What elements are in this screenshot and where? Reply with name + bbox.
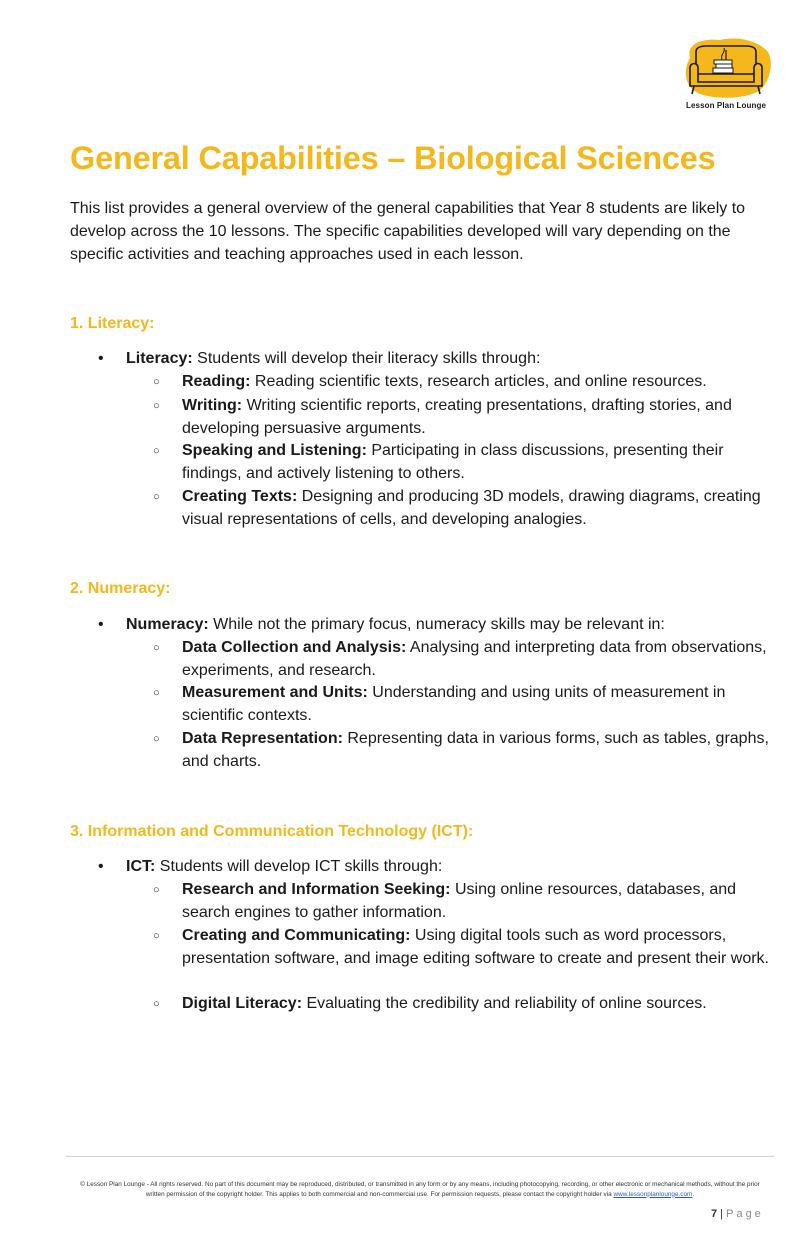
page-label: Page	[726, 1208, 764, 1220]
bullet-literacy	[98, 347, 541, 370]
list-item	[153, 439, 782, 485]
footer-copyright	[70, 1180, 770, 1199]
intro-paragraph: This list provides a general overview of the general capabilities that Year 8 students are likely to develop across the 10 lessons. The specific capabilities developed will vary depending on the specific activities and teaching approaches used in each lesson.	[70, 200, 746, 263]
bullet-label: Literacy:	[126, 350, 193, 367]
page-number-value: 7	[711, 1208, 718, 1220]
logo	[676, 38, 776, 118]
circle-bullet-icon: ○	[153, 400, 160, 412]
item-label: Writing:	[182, 397, 243, 414]
list-item	[153, 370, 782, 393]
item-label: Research and Information Seeking:	[182, 881, 451, 898]
item-text: Writing scientific reports, creating presentations, drafting stories, and developing persuasive arguments.	[182, 397, 732, 437]
list-item	[153, 485, 782, 531]
circle-bullet-icon: ○	[153, 687, 160, 699]
list-item	[153, 924, 782, 970]
item-text: Designing and producing 3D models, drawing diagrams, creating visual representations of cells, and developing analogies.	[182, 488, 761, 528]
section-heading-numeracy: 2. Numeracy:	[70, 580, 171, 597]
copyright-text: © Lesson Plan Lounge - All rights reserved. No part of this document may be reproduced, distributed, or transmitted in any form or by any means, including photocopying, recording, or other electronic or mechanical methods, without the prior written permission of the copyright holder. This applies to both commercial and non-commercial use. For permission requests, please contact the copyright holder via	[80, 1181, 760, 1198]
bullet-text: Students will develop their literacy skills through:	[192, 350, 541, 367]
circle-bullet-icon: ○	[153, 998, 160, 1010]
list-item	[153, 394, 782, 440]
page-number	[711, 1208, 764, 1220]
bullet-text: Students will develop ICT skills through:	[155, 858, 443, 875]
circle-bullet-icon: ○	[153, 376, 160, 388]
circle-bullet-icon: ○	[153, 930, 160, 942]
item-text: Representing data in various forms, such as tables, graphs, and charts.	[182, 730, 769, 770]
circle-bullet-icon: ○	[153, 445, 160, 457]
item-label: Creating Texts:	[182, 488, 298, 505]
list-item	[153, 878, 782, 924]
item-label: Reading:	[182, 373, 251, 390]
bullet-icon: •	[98, 858, 104, 875]
item-text: Reading scientific texts, research articles, and online resources.	[250, 373, 707, 390]
circle-bullet-icon: ○	[153, 733, 160, 745]
page-title: General Capabilities – Biological Sciences	[70, 140, 716, 176]
page-separator: |	[717, 1208, 727, 1220]
bullet-icon: •	[98, 616, 104, 633]
item-text: Participating in class discussions, presenting their findings, and actively listening to others.	[182, 442, 724, 482]
logo-text: Lesson Plan Lounge	[685, 101, 767, 110]
item-label: Data Representation:	[182, 730, 343, 747]
item-label: Measurement and Units:	[182, 684, 368, 701]
footer-divider	[66, 1156, 774, 1157]
bullet-label: ICT:	[126, 858, 156, 875]
item-label: Data Collection and Analysis:	[182, 639, 407, 656]
bullet-ict	[98, 855, 443, 878]
item-text: Understanding and using units of measurement in scientific contexts.	[182, 684, 726, 724]
bullet-label: Numeracy:	[126, 616, 209, 633]
link-suffix: .	[692, 1190, 695, 1198]
list-item	[153, 681, 782, 727]
sofa-logo-icon	[680, 38, 772, 100]
item-label: Speaking and Listening:	[182, 442, 367, 459]
list-item	[153, 636, 782, 682]
list-item	[153, 727, 782, 773]
section-heading-ict: 3. Information and Communication Technology (ICT):	[70, 823, 474, 840]
item-text: Analysing and interpreting data from observations, experiments, and research.	[182, 639, 767, 679]
list-item	[153, 992, 782, 1015]
item-label: Digital Literacy:	[182, 995, 303, 1012]
circle-bullet-icon: ○	[153, 642, 160, 654]
circle-bullet-icon: ○	[153, 884, 160, 896]
item-text: Evaluating the credibility and reliability of online sources.	[302, 995, 707, 1012]
bullet-numeracy	[98, 613, 665, 636]
circle-bullet-icon: ○	[153, 491, 160, 503]
item-label: Creating and Communicating:	[182, 927, 411, 944]
section-heading-literacy: 1. Literacy:	[70, 315, 155, 332]
item-text: Using digital tools such as word processors, presentation software, and image editing software to create and present their work.	[182, 927, 769, 967]
item-text: Using online resources, databases, and search engines to gather information.	[182, 881, 737, 921]
bullet-text: While not the primary focus, numeracy skills may be relevant in:	[208, 616, 665, 633]
website-link[interactable]: www.lessonplanlounge.com	[613, 1190, 693, 1198]
bullet-icon: •	[98, 350, 104, 367]
